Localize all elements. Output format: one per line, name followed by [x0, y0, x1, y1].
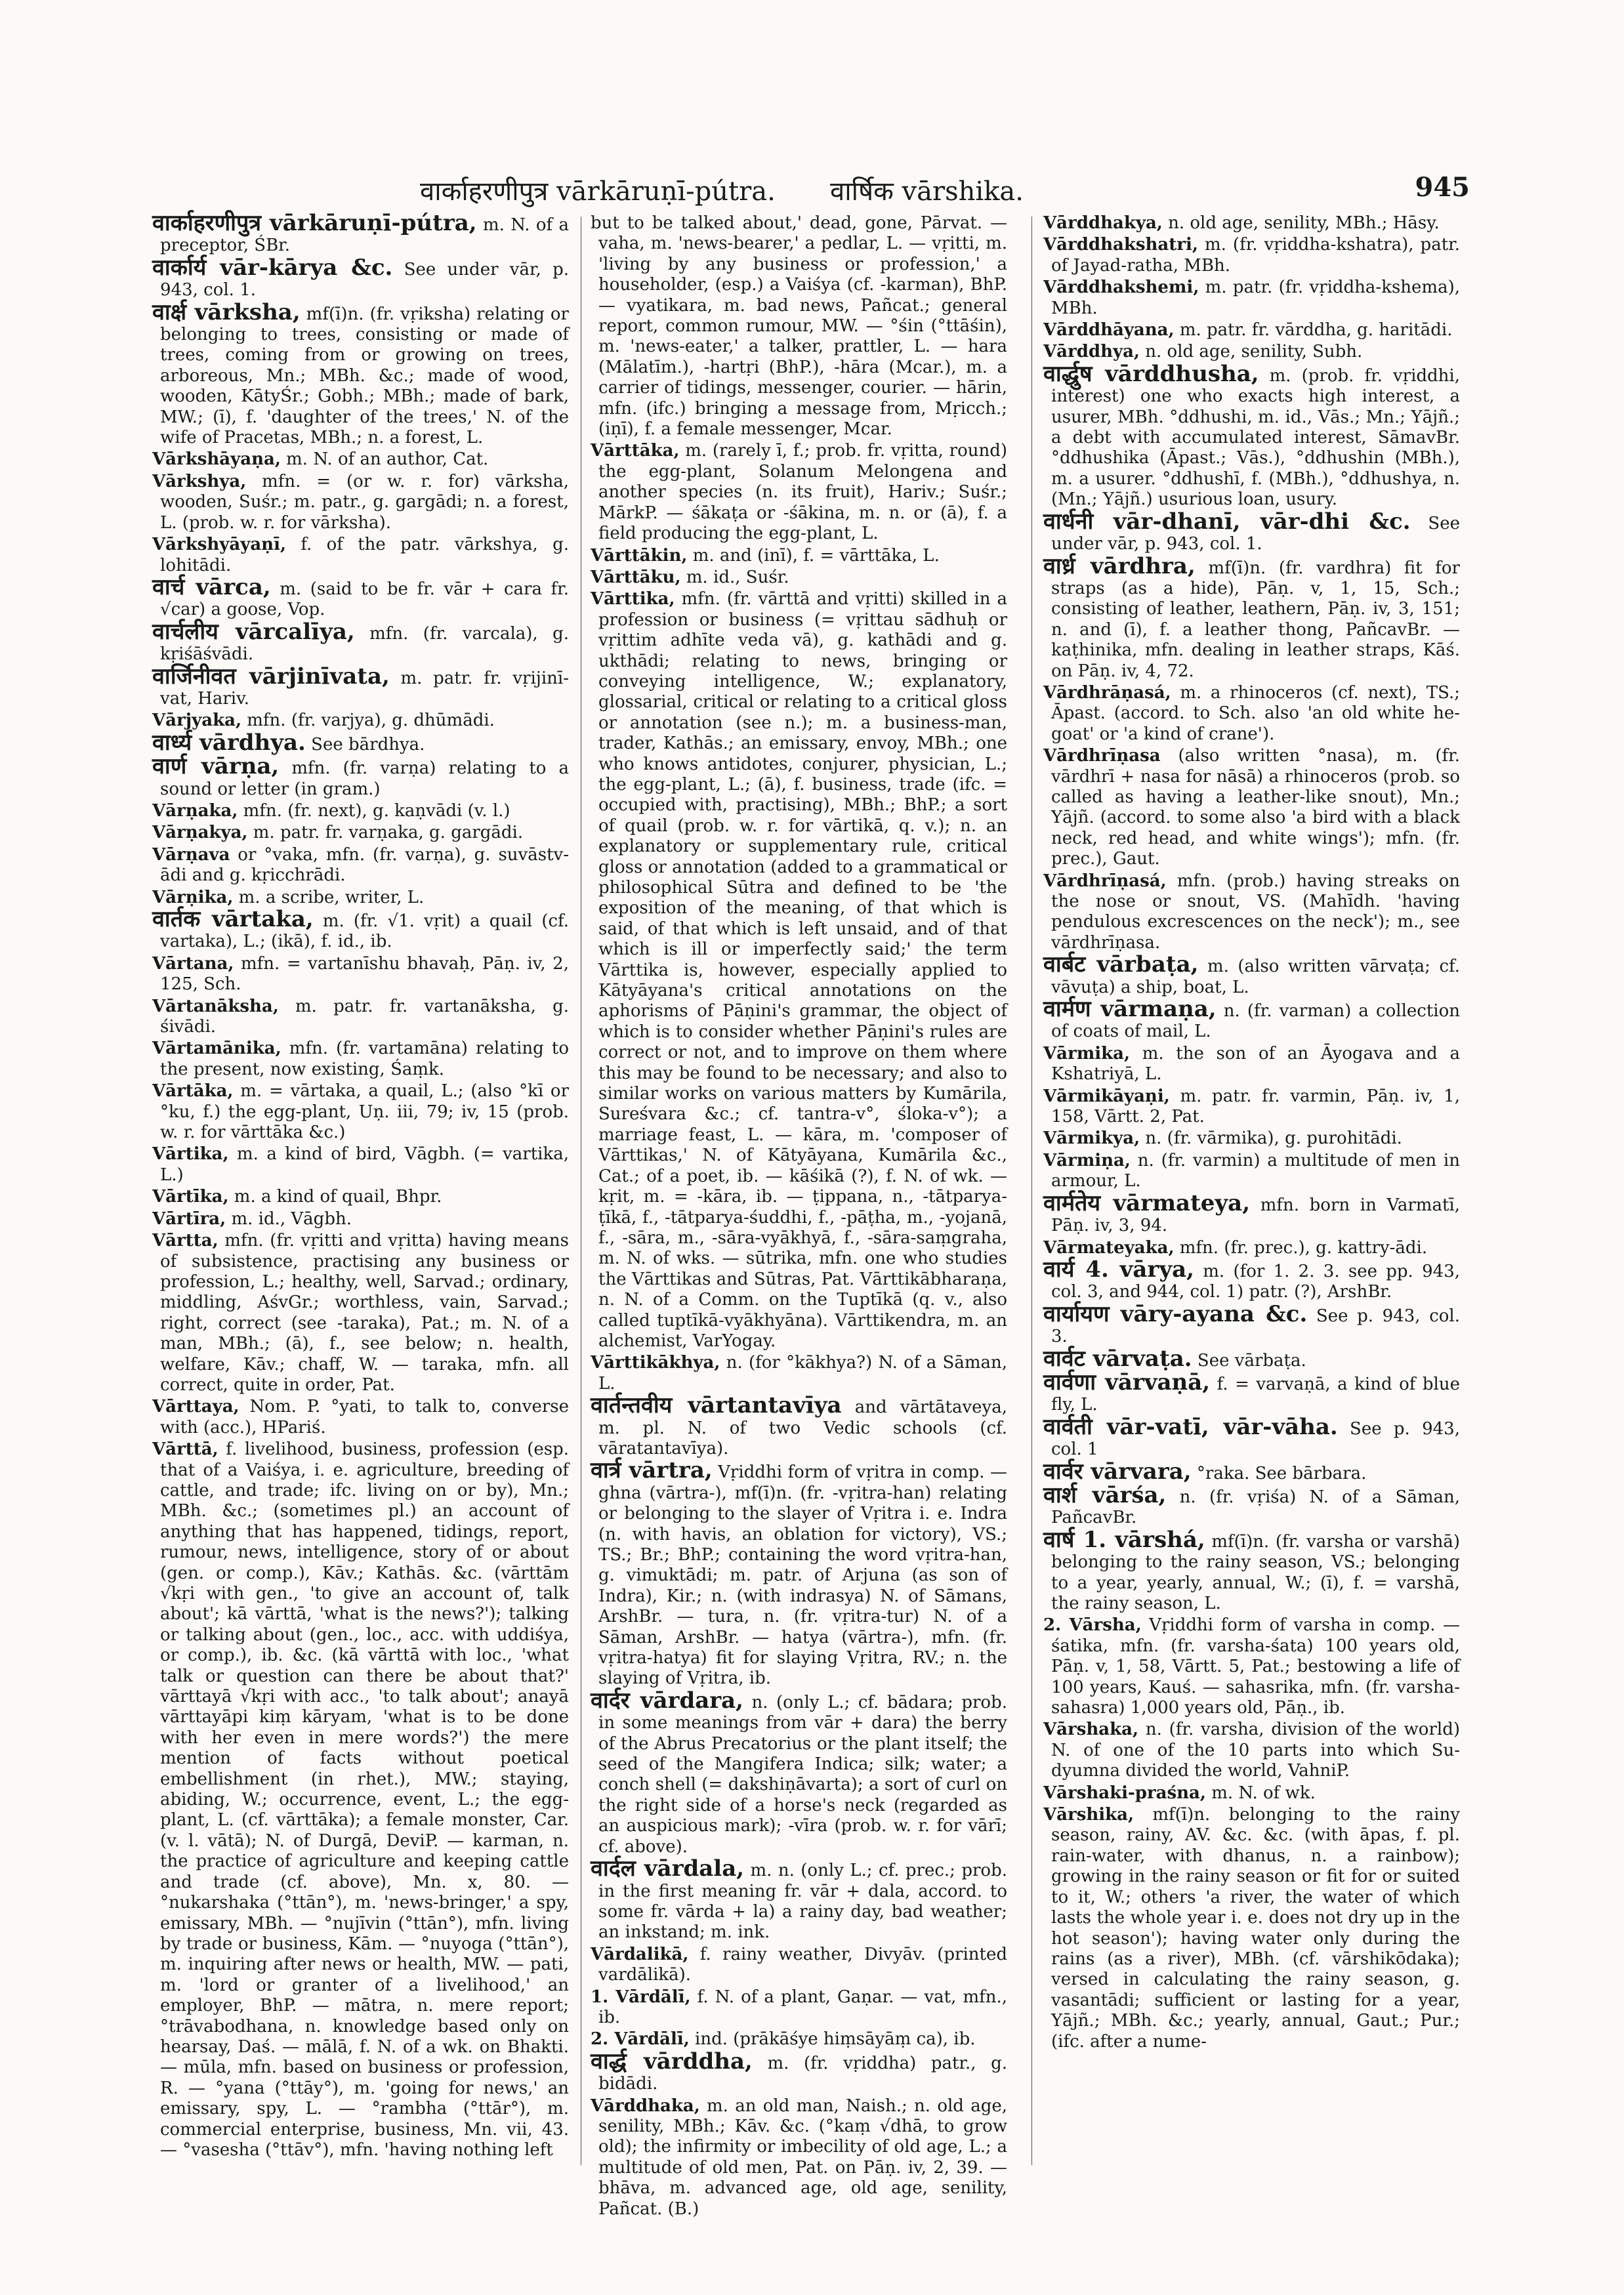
- dictionary-entry: [1043, 508, 1460, 555]
- entry-definition: n. old age, senility, MBh.; Hāsy.: [1162, 213, 1440, 233]
- entry-definition: mfn. (fr. next), g. kaṇvādi (v. l.): [238, 800, 510, 821]
- entry-headword: Vārkshya,: [152, 471, 247, 491]
- dictionary-entry: [152, 888, 569, 908]
- dictionary-entry: [1043, 1413, 1460, 1460]
- entry-headword: वार्यायण vāry-ayana &c.: [1043, 1300, 1308, 1327]
- entry-definition: See under vār, p. 943, col. 1.: [160, 259, 570, 300]
- entry-definition: Nom. P. °yati, to talk to, converse with (acc.), HPariś.: [160, 1397, 569, 1437]
- entry-headword: Vārttā,: [152, 1439, 219, 1460]
- entry-headword: वार्दल vārdala,: [591, 1855, 745, 1882]
- dictionary-entry: [152, 997, 569, 1038]
- entry-headword: Vārtīka,: [152, 1187, 229, 1207]
- entry-headword: वार्बट vārbaṭa,: [1043, 951, 1199, 978]
- entry-headword: Vārmateyaka,: [1043, 1237, 1175, 1258]
- dictionary-entry: [152, 823, 569, 843]
- entry-definition: n. (fr. varsha, division of the world) N. of one of the 10 parts into which Su-dyumna divided the world, VahniP.: [1051, 1720, 1460, 1781]
- dictionary-entry: [1043, 235, 1460, 276]
- dictionary-entry: [152, 1081, 569, 1143]
- entry-headword: वार्ण vārṇa,: [152, 753, 280, 780]
- entry-definition: f. of the patr. vārkshya, g. lohitādi.: [160, 535, 569, 575]
- dictionary-entry: [152, 845, 569, 886]
- running-head-left: वार्काहरणीपुत्र vārkāruṇī-pútra.: [420, 176, 776, 207]
- dictionary-entry: [1043, 1189, 1460, 1237]
- dictionary-entry: [591, 213, 1007, 440]
- dictionary-entry: [152, 906, 569, 953]
- dictionary-entry: [1043, 1526, 1460, 1615]
- entry-headword: Vārdalikā,: [591, 1944, 689, 1964]
- entry-definition: m. patr. fr. varmin, Pāṇ. iv, 1, 158, Vārtt. 2, Pat.: [1051, 1086, 1460, 1127]
- entry-headword: वार्त्र vārtra,: [591, 1457, 713, 1484]
- dictionary-entry: [1043, 1238, 1460, 1258]
- entry-definition: m. (also written vārvaṭa; cf. vāvuṭa) a ship, boat, L.: [1051, 957, 1460, 997]
- entry-headword: वार्श vārśa,: [1043, 1481, 1167, 1508]
- entry-definition: f. livelihood, business, profession (esp. that of a Vaiśya, i. e. agriculture, breeding of cattle, and trade; ifc. living on or by), Mn.; MBh. &c.; (sometimes pl.) an account of anything that has happened, tidings, report, rumour, news, intelligence, story of or about (gen. or comp.), Kāv.; Kathās. &c. (vārttām √kṛi with gen., 'to give an account of, talk about'; kā vārttā, 'what is the news?'); talking or talking about (gen., loc., acc. with uddiśya, or comp.), ib. &c. (kā vārttā with loc., 'what talk or question can there be about that?' vārttayā √kṛi with acc., 'to talk about'; anayā vārttayāpi kiṃ kāryam, 'what is to be done with her even in mere words?') the mere mention of facts without poetical embellishment (in rhet.), MW.; staying, abiding, W.; occurrence, event, L.; the egg-plant, L. (cf. vārttāka); a female monster, Car. (v. l. vātā); N. of Durgā, DeviP. — karman, n. the practice of agriculture and keeping cattle and trade (cf. above), Mn. x, 80. — °nukarshaka (°ttān°), m. 'news-bringer,' a spy, emissary, MBh. — °nujīvin (°ttān°), mfn. living by trade or business, Kām. — °nuyoga (°ttān°), m. inquiring after news or health, MW. — pati, m. 'lord or granter of a livelihood,' an employer, BhP. — mātra, n. mere report; °trāvabodhana, n. knowledge based only on hearsay, Daś. — mālā, f. N. of a wk. on Bhakti. — mūla, mfn. based on business or profession, R. — °yana (°ttāy°), m. 'going for news,' an emissary, spy, L. — °rambha (°ttār°), m. commercial enterprise, business, Mn. vii, 43. — °vasesha (°ttāv°), mfn. 'having nothing left: [160, 1439, 569, 2160]
- dictionary-entry: [591, 568, 1007, 588]
- entry-definition: m. N. of a preceptor, ŚBr.: [160, 215, 569, 256]
- entry-definition: m. (for 1. 2. 3. see pp. 943, col. 3, and 944, col. 1) patr. (?), ArshBr.: [1051, 1261, 1460, 1302]
- entry-headword: वार्कार्य vār-kārya &c.: [152, 254, 393, 281]
- entry-definition: n. (fr. vārmika), g. purohitādi.: [1140, 1128, 1402, 1149]
- dictionary-entry: [152, 573, 569, 621]
- entry-headword: Vārmikāyaṇi,: [1043, 1086, 1170, 1106]
- entry-headword: Vārddhya,: [1043, 342, 1140, 362]
- entry-headword: 1. Vārdālī,: [591, 1987, 691, 2007]
- column-2: [591, 213, 1008, 2219]
- dictionary-entry: [152, 1187, 569, 1207]
- entry-definition: m. a rhinoceros (cf. next), TS.; Āpast. (accord. to Sch. also 'an old white he-goat' or 'a kind of crane').: [1051, 682, 1460, 744]
- entry-headword: वार्जिनीवत vārjinīvata,: [152, 663, 390, 690]
- entry-headword: वार्ध्र vārdhra,: [1043, 552, 1196, 579]
- entry-definition: n. (fr. varmin) a multitude of men in armour, L.: [1051, 1150, 1460, 1191]
- dictionary-entry: [1043, 320, 1460, 341]
- entry-headword: वार्वर vārvara,: [1043, 1458, 1192, 1485]
- dictionary-entry: [152, 618, 569, 665]
- entry-definition: m. patr. fr. vartanāksha, g. śivādi.: [160, 996, 569, 1037]
- entry-definition: n. (for °kākhya?) N. of a Sāman, L.: [598, 1353, 1007, 1394]
- entry-headword: वार्दर vārdara,: [591, 1687, 744, 1714]
- entry-headword: 2. Vārsha,: [1043, 1615, 1142, 1636]
- dictionary-entry: [1043, 951, 1460, 998]
- column-1: [152, 210, 570, 2181]
- dictionary-entry: [1043, 746, 1460, 869]
- entry-definition: m. patr. fr. varṇaka, g. gargādi.: [247, 823, 524, 843]
- dictionary-entry: [591, 1353, 1007, 1394]
- entry-definition: m. N. of wk.: [1205, 1783, 1316, 1803]
- entry-headword: Vārtāka,: [152, 1081, 234, 1102]
- entry-definition: m. (fr. √1. vṛit) a quail (cf. vartaka), L.; (ikā), f. id., ib.: [160, 911, 569, 952]
- dictionary-entry: [152, 1231, 569, 1396]
- dictionary-entry: [152, 1209, 569, 1230]
- entry-definition: mf(ī)n. belonging to the rainy season, rainy, AV. &c. &c. (with āpas, f. pl. rain-water, with dhanus, n. a rainbow); growing in the rainy season or fit for or suited to it, W.; others 'a river, the water of which lasts the whole year i. e. does not dry up in the hot season'); having water only during the rains (as a river), MBh. (cf. vārshikōdaka); versed in calculating the rainy season, g. vasantādi; sufficient or lasting for a year, Yājñ.; MBh. &c.; yearly, annual, Gaut.; Pur.; (ifc. after a nume-: [1051, 1805, 1460, 2052]
- entry-definition: m. the son of an Āyogava and a Kshatriyā, L.: [1051, 1043, 1460, 1085]
- entry-definition: mfn. born in Varmatī, Pāṇ. iv, 3, 94.: [1051, 1195, 1460, 1236]
- entry-definition: °raka. See bārbara.: [1191, 1463, 1367, 1483]
- dictionary-entry: [152, 472, 569, 533]
- entry-definition: mfn. (fr. varṇa) relating to a sound or letter (in gram.): [160, 758, 569, 799]
- entry-headword: Vārddhāyana,: [1043, 320, 1175, 341]
- entry-definition: m. a kind of bird, Vāgbh. (= vartika, L.): [160, 1144, 569, 1185]
- entry-definition: mfn. (prob.) having streaks on the nose or snout, VS. (Mahīdh. 'having pendulous excrescences on the neck'); m., see vārdhrīṇasa.: [1051, 871, 1460, 953]
- entry-definition: mfn. (fr. vārttā and vṛitti) skilled in a profession or business (= vṛittau sādhuḥ or vṛittim adhīte veda vā), g. kathādi and g. ukthādi; relating to news, bringing or conveying intelligence, W.; explanatory, glossarial, critical or relating to a critical gloss or annotation (see n.); m. a business-man, trader, Kathās.; an emissary, envoy, MBh.; one who knows antidotes, conjurer, physician, L.; the egg-plant, L.; (ā), f. business, trade (ifc. = occupied with, practising), MBh.; BhP.; a sort of quail (prob. w. r. for vārtikā, q. v.); n. an explanatory or supplementary rule, critical gloss or annotation (added to a grammatical or philosophical Sūtra and defined to be 'the exposition of the meaning, of that which is said, of that which is left unsaid, and of that which is ill or imperfectly said;' the term Vārttika is, however, especially applied to Kātyāyana's critical annotations on the aphorisms of Pāṇini's grammar, the object of which is to consider whether Pāṇini's rules are correct or not, and to improve on them where this may be found to be necessary; and also to similar works on various matters by Kumārila, Sureśvara &c.; cf. tantra-v°, śloka-v°); a marriage feast, L. — kāra, m. 'composer of Vārttikas,' N. of Kātyāyana, Kumārila &c., Cat.; of a poet, ib. — kāśikā (?), f. N. of wk. — kṛit, m. = -kāra, ib. — ṭippana, n., -tātparya-ṭīkā, f., -tātparya-śuddhi, f., -pāṭha, m., -yojanā, f., -sāra, m., -sāra-vyākhyā, f., -sāra-saṃgraha, m. N. of wks. — sūtrika, mfn. one who studies the Vārttikas and Sūtras, Pat. Vārttikābharaṇa, n. N. of a Comm. on the Tuptīkā (q. v., also called tuptīkā-vyākhyāna). Vārttikendra, m. an alchemist, VarYogay.: [598, 589, 1007, 1351]
- entry-headword: वार्द्ध vārddha,: [591, 2048, 753, 2075]
- dictionary-entry: [152, 801, 569, 821]
- page-number: 945: [1415, 172, 1470, 203]
- entry-definition: m. and (inī), f. = vārttāka, L.: [687, 545, 940, 566]
- entry-headword: Vārkshyāyaṇī,: [152, 535, 287, 555]
- dictionary-entry: [1043, 1256, 1460, 1303]
- dictionary-entry: [591, 1945, 1007, 1986]
- dictionary-entry: [1043, 1805, 1460, 2052]
- entry-headword: Vārṇakya,: [152, 823, 248, 843]
- entry-definition: Vṛiddhi form of varsha in comp. — śatika, mfn. (fr. varsha-śata) 100 years old, Pāṇ. v, 1, 58, Vārtt. 5, Pat.; bestowing a life of 100 years, Kauś. — sahasrika, mfn. (fr. varsha-sahasra) 1,000 years old, Pāṇ., ib.: [1051, 1615, 1460, 1718]
- dictionary-entry: [591, 2048, 1008, 2095]
- dictionary-entry: [1043, 1615, 1460, 1718]
- entry-headword: Vārtanāksha,: [152, 996, 279, 1016]
- dictionary-entry: [591, 546, 1007, 566]
- dictionary-entry: [152, 663, 569, 710]
- entry-headword: वार्मतेय vārmateya,: [1043, 1189, 1251, 1216]
- entry-headword: वार्तक vārtaka,: [152, 906, 314, 932]
- entry-definition: m. n. (only L.; cf. prec.; prob. in the first meaning fr. vār + dala, accord. to some fr. vārda + la) a rainy day, bad weather; an inkstand; m. ink.: [598, 1861, 1007, 1943]
- entry-definition: n. (fr. varman) a collection of coats of mail, L.: [1051, 1001, 1460, 1042]
- entry-definition: m. = vārtaka, a quail, L.; (also °kī or °ku, f.) the egg-plant, Uṇ. iii, 79; iv, 15 (prob. w. r. for vārttāka &c.): [160, 1081, 569, 1143]
- entry-definition: mf(ī)n. (fr. vardhra) fit for straps (as a hide), Pāṇ. v, 1, 15, Sch.; consisting of leather, leathern, Pāṇ. iv, 3, 151; n. and (ī), f. a leather thong, PañcavBr. — kaṭhinika, mfn. dealing in leather straps, Kāś. on Pāṇ. iv, 4, 72.: [1051, 558, 1460, 681]
- entry-definition: n. (fr. vṛiśa) N. of a Sāman, PañcavBr.: [1051, 1487, 1460, 1528]
- entry-definition: or °vaka, mfn. (fr. varṇa), g. suvāstv-ādi and g. kṛicchrādi.: [160, 844, 569, 886]
- dictionary-entry: [152, 1439, 569, 2161]
- dictionary-entry: [1043, 871, 1460, 954]
- entry-definition: m. id., Suśr.: [680, 567, 789, 587]
- entry-headword: Vārshika,: [1043, 1805, 1135, 1825]
- entry-definition: mfn. (fr. vṛitti and vṛitta) having means of subsistence, practising any business or profession, L.; healthy, well, Sarvad.; ordinary, middling, AśvGr.; worthless, vain, Sarvad.; right, correct (see -taraka), Pat.; m. N. of a man, MBh.; (ā), f., see below; n. health, welfare, Kāv.; chaff, W. — taraka, mfn. all correct, quite in order, Pat.: [160, 1231, 569, 1395]
- entry-headword: वार्क्ष vārksha,: [152, 299, 301, 325]
- dictionary-entry: [152, 1144, 569, 1186]
- dictionary-entry: [591, 1855, 1007, 1943]
- entry-definition: but to be talked about,' dead, gone, Pārvat. — vaha, m. 'news-bearer,' a pedlar, L. — vṛitti, m. 'living by any business or profession,' a householder, (esp.) a Vaiśya (cf. -karman), BhP. — vyatikara, m. bad news, Pañcat.; general report, common rumour, MW. — °śin (°ttāśin), m. 'news-eater,' a talker, prattler, L. — hara (Mālatīm.), -hartṛi (BhP.), -hāra (Mcar.), m. a carrier of tidings, messenger, courier. — hārin, mfn. (ifc.) bringing a message from, Mṛicch.; (iṇī), f. a female messenger, Mcar.: [591, 213, 1007, 440]
- entry-definition: See bārdhya.: [305, 734, 425, 755]
- entry-definition: n. (only L.; cf. bādara; prob. in some meanings from vār + dara) the berry of the Abrus Precatorius or the plant itself; the seed of the Mangifera Indica; silk; water; a conch shell (= dakshiṇāvarta); a sort of curl on the right side of a horse's neck (regarded as an auspicious mark); -vīra (prob. w. r. for vārī; cf. above).: [598, 1692, 1007, 1857]
- dictionary-entry: [152, 299, 569, 449]
- entry-headword: Vārṇika,: [152, 887, 234, 907]
- entry-definition: and vārtātaveya, m. pl. N. of two Vedic schools (cf. vāratantavīya).: [598, 1397, 1007, 1458]
- entry-headword: वार्ध्य vārdhya.: [152, 729, 306, 756]
- dictionary-entry: [591, 1392, 1007, 1459]
- dictionary-entry: [152, 535, 569, 576]
- dictionary-entry: [152, 1397, 569, 1438]
- entry-headword: वार्ष 1. vārshá,: [1043, 1526, 1205, 1553]
- dictionary-entry: [1043, 552, 1460, 682]
- entry-definition: mfn. (fr. varjya), g. dhūmādi.: [241, 711, 495, 731]
- entry-definition: m. a scribe, writer, L.: [233, 887, 425, 907]
- entry-definition: mfn. = (or w. r. for) vārksha, wooden, Suśr.; m. patr., g. gargādi; n. a forest, L. (prob. w. r. for vārksha).: [160, 471, 569, 533]
- entry-headword: Vārtamānika,: [152, 1039, 281, 1059]
- dictionary-entry: [1043, 342, 1460, 362]
- entry-headword: Vārtta,: [152, 1231, 219, 1251]
- entry-definition: f. = varvaṇā, a kind of blue fly, L.: [1051, 1374, 1460, 1415]
- entry-definition: mfn. = vartanīshu bhavaḥ, Pāṇ. iv, 2, 125, Sch.: [160, 953, 569, 995]
- entry-headword: Vārkshāyaṇa,: [152, 449, 281, 470]
- dictionary-entry: [1043, 1128, 1460, 1149]
- entry-headword: Vārttākin,: [591, 545, 688, 566]
- column-rule: [1031, 217, 1032, 2165]
- dictionary-entry: [1043, 1300, 1460, 1348]
- dictionary-entry: [1043, 278, 1460, 319]
- entry-definition: mf(ī)n. (fr. vṛiksha) relating or belonging to trees, consisting or made of trees, coming from or growing on trees, arboreous, Mn.; MBh. &c.; made of wood, wooden, KātyŚr.; Gobh.; MBh.; made of bark, MW.; (ī), f. 'daughter of the trees,' N. of the wife of Pracetas, MBh.; n. a forest, L.: [160, 304, 569, 448]
- entry-headword: Vārṇava: [152, 844, 230, 865]
- dictionary-entry: [591, 1987, 1007, 2029]
- entry-definition: m. (fr. vṛiddha) patr., g. bidādi.: [598, 2053, 1008, 2094]
- column-3: [1043, 213, 1460, 2181]
- dictionary-entry: [152, 711, 569, 731]
- dictionary-entry: [152, 1039, 569, 1080]
- dictionary-entry: [1043, 360, 1461, 510]
- dictionary-entry: [152, 954, 569, 995]
- dictionary-entry: [1043, 1783, 1460, 1804]
- dictionary-entry: [1043, 683, 1460, 745]
- running-head-right: वार्षिक vārshika.: [830, 176, 1024, 207]
- entry-definition: See p. 943, col. 1: [1051, 1418, 1460, 1460]
- entry-definition: m. patr. fr. vṛijinī-vat, Hariv.: [160, 668, 569, 709]
- dictionary-entry: [1043, 1458, 1460, 1485]
- dictionary-entry: [1043, 1369, 1460, 1416]
- entry-definition: mf(ī)n. (fr. varsha or varshā) belonging to the rainy season, VS.; belonging to a year, yearly, annual, W.; (ī), f. = varshā, the rainy season, L.: [1051, 1531, 1460, 1613]
- entry-definition: f. N. of a plant, Gaṇar. — vat, mfn., ib.: [598, 1987, 1008, 2027]
- entry-headword: Vārtana,: [152, 953, 234, 974]
- dictionary-entry: [1043, 1720, 1460, 1781]
- entry-definition: ind. (prākāśye hiṃsāyāṃ ca), ib.: [689, 2029, 976, 2050]
- dictionary-entry: [152, 729, 569, 756]
- entry-definition: m. (prob. fr. vṛiddhi, interest) one who exacts high interest, a usurer, MBh. °ddhushi, m. id., Vās.; Mn.; Yājñ.; a debt with accumulated interest, SāmavBr. °ddhushika (Āpast.; Vās.), °ddhushin (MBh.), m. a usurer. °ddhushī, f. (MBh.), °ddhushya, n. (Mn.; Yājñ.) usurious loan, usury.: [1051, 365, 1461, 510]
- entry-headword: Vārṇaka,: [152, 800, 238, 821]
- entry-headword: Vārttikākhya,: [591, 1353, 720, 1373]
- dictionary-entry: [1043, 1086, 1460, 1128]
- entry-headword: Vārmikya,: [1043, 1128, 1140, 1149]
- entry-headword: वार्द्धुष vārddhusha,: [1043, 360, 1259, 387]
- entry-headword: वार्वती vār-vatī, vār-vāha.: [1043, 1413, 1338, 1440]
- dictionary-entry: [1043, 213, 1460, 234]
- entry-headword: वार्च vārca,: [152, 573, 271, 600]
- entry-headword: Vārmika,: [1043, 1043, 1131, 1064]
- entry-definition: Vṛiddhi form of vṛitra in comp. — ghna (vārtra-), mf(ī)n. (fr. -vṛitra-han) relating or belonging to the slayer of Vṛitra i. e. Indra (n. with havis, an oblation for victory), VS.; TS.; Br.; BhP.; containing the word vṛitra-han, g. vimuktādi; m. patr. of Arjuna (as son of Indra), Kir.; n. (with indrasya) N. of Sāmans, ArshBr. — tura, n. (fr. vṛitra-tur) N. of a Sāman, ArshBr. — hatya (vārtra-), mfn. (fr. vṛitra-hatya) fit for slaying Vṛitra, RV.; n. the slaying of Vṛitra, ib.: [598, 1462, 1007, 1689]
- entry-headword: वार्वणा vārvaṇā,: [1043, 1369, 1211, 1396]
- entry-headword: Vārdhrīṇasá,: [1043, 871, 1167, 891]
- entry-definition: n. old age, senility, Subh.: [1140, 342, 1363, 362]
- entry-headword: वार्य 4. vārya,: [1043, 1256, 1194, 1283]
- entry-headword: वार्तन्तवीय vārtantavīya: [591, 1392, 842, 1419]
- entry-definition: m. (rarely ī, f.; prob. fr. vṛitta, round) the egg-plant, Solanum Melongena and another species (n. its fruit), Hariv.; Suśr.; MārkP. — śākaṭa or -śākina, m. n. or (ā), f. a field producing the egg-plant, L.: [598, 441, 1007, 544]
- entry-definition: m. an old man, Naish.; n. old age, senility, MBh.; Kāv. &c. (°kaṃ √dhā, to grow old); the infirmity or imbecility of old age, L.; a multitude of old men, Pat. on Pāṇ. iv, 2, 39. — bhāva, m. advanced age, old age, senility, Pañcat. (B.): [598, 2096, 1007, 2219]
- dictionary-entry: [591, 2029, 1007, 2050]
- dictionary-entry: [591, 441, 1007, 544]
- entry-headword: Vārmiṇa,: [1043, 1150, 1131, 1170]
- entry-headword: Vārtīra,: [152, 1209, 226, 1229]
- entry-headword: वार्वट vārvaṭa.: [1043, 1345, 1192, 1372]
- dictionary-entry: [591, 1457, 1007, 1689]
- entry-definition: m. (fr. vṛiddha-kshatra), patr. of Jayad-ratha, MBh.: [1051, 235, 1460, 276]
- entry-headword: Vārshaka,: [1043, 1720, 1139, 1740]
- dictionary-entry: [1043, 1481, 1460, 1529]
- entry-definition: See p. 943, col. 3.: [1051, 1306, 1460, 1347]
- entry-definition: m. patr. fr. vārddha, g. haritādi.: [1174, 320, 1453, 341]
- entry-definition: m. patr. (fr. vṛiddha-kshema), MBh.: [1051, 278, 1460, 318]
- dictionary-entry: [152, 210, 569, 257]
- entry-headword: Vārddhakshemi,: [1043, 278, 1199, 298]
- entry-headword: Vārddhakshatri,: [1043, 235, 1198, 255]
- entry-definition: mfn. (fr. prec.), g. kattry-ādi.: [1174, 1237, 1428, 1258]
- dictionary-entry: [591, 2096, 1007, 2220]
- entry-definition: mfn. (fr. vartamāna) relating to the present, now existing, Śaṃk.: [160, 1039, 569, 1079]
- dictionary-entry: [1043, 996, 1460, 1043]
- dictionary-entry: [1043, 1151, 1460, 1192]
- dictionary-entry: [152, 254, 570, 301]
- dictionary-entry: [1043, 1345, 1460, 1372]
- entry-headword: वार्धनी vār-dhanī, vār-dhi &c.: [1043, 508, 1411, 535]
- entry-headword: Vārttāka,: [591, 441, 680, 461]
- entry-definition: m. N. of an author, Cat.: [280, 449, 489, 470]
- dictionary-entry: [591, 589, 1007, 1352]
- entry-definition: m. (said to be fr. vār + cara fr. √car) a goose, Vop.: [160, 579, 569, 620]
- entry-headword: Vārdhrāṇasá,: [1043, 682, 1171, 703]
- dictionary-entry: [152, 449, 569, 470]
- page-header: [171, 172, 1470, 205]
- entry-headword: Vārdhrīṇasa: [1043, 746, 1161, 766]
- entry-definition: m. a kind of quail, Bhpr.: [228, 1187, 442, 1207]
- entry-headword: Vārttika,: [591, 589, 675, 610]
- entry-definition: (also written °nasa), m. (fr. vārdhrī + nasa for nāsā) a rhinoceros (prob. so called as having a leather-like snout), Mn.; Yājñ. (accord. to some also 'a bird with a black neck, red head, and white wings'); mfn. (fr. prec.), Gaut.: [1051, 746, 1460, 869]
- entry-headword: Vārttāku,: [591, 567, 681, 587]
- entry-definition: See vārbaṭa.: [1192, 1350, 1306, 1371]
- entry-headword: Vārttaya,: [152, 1397, 239, 1417]
- entry-headword: Vārddhaka,: [591, 2096, 700, 2116]
- entry-definition: f. rainy weather, Divyāv. (printed vardālikā).: [598, 1944, 1007, 1985]
- entry-headword: Vārjyaka,: [152, 711, 241, 731]
- dictionary-entry: [591, 1687, 1007, 1857]
- entry-definition: mfn. (fr. varcala), g. kṛiśāśvādi.: [160, 623, 569, 665]
- entry-headword: Vārtika,: [152, 1144, 229, 1165]
- entry-definition: m. id., Vāgbh.: [226, 1209, 352, 1229]
- entry-headword: वार्काहरणीपुत्र vārkāruṇī-pútra,: [152, 210, 477, 236]
- dictionary-entry: [152, 753, 569, 800]
- entry-headword: वार्मण vārmaṇa,: [1043, 996, 1217, 1023]
- entry-headword: Vārddhakya,: [1043, 213, 1163, 233]
- entry-headword: वार्चलीय vārcalīya,: [152, 618, 355, 645]
- entry-headword: 2. Vārdālī,: [591, 2029, 690, 2050]
- entry-definition: See under vār, p. 943, col. 1.: [1051, 513, 1460, 554]
- entry-headword: Vārshaki-praśna,: [1043, 1783, 1206, 1803]
- dictionary-entry: [1043, 1044, 1460, 1085]
